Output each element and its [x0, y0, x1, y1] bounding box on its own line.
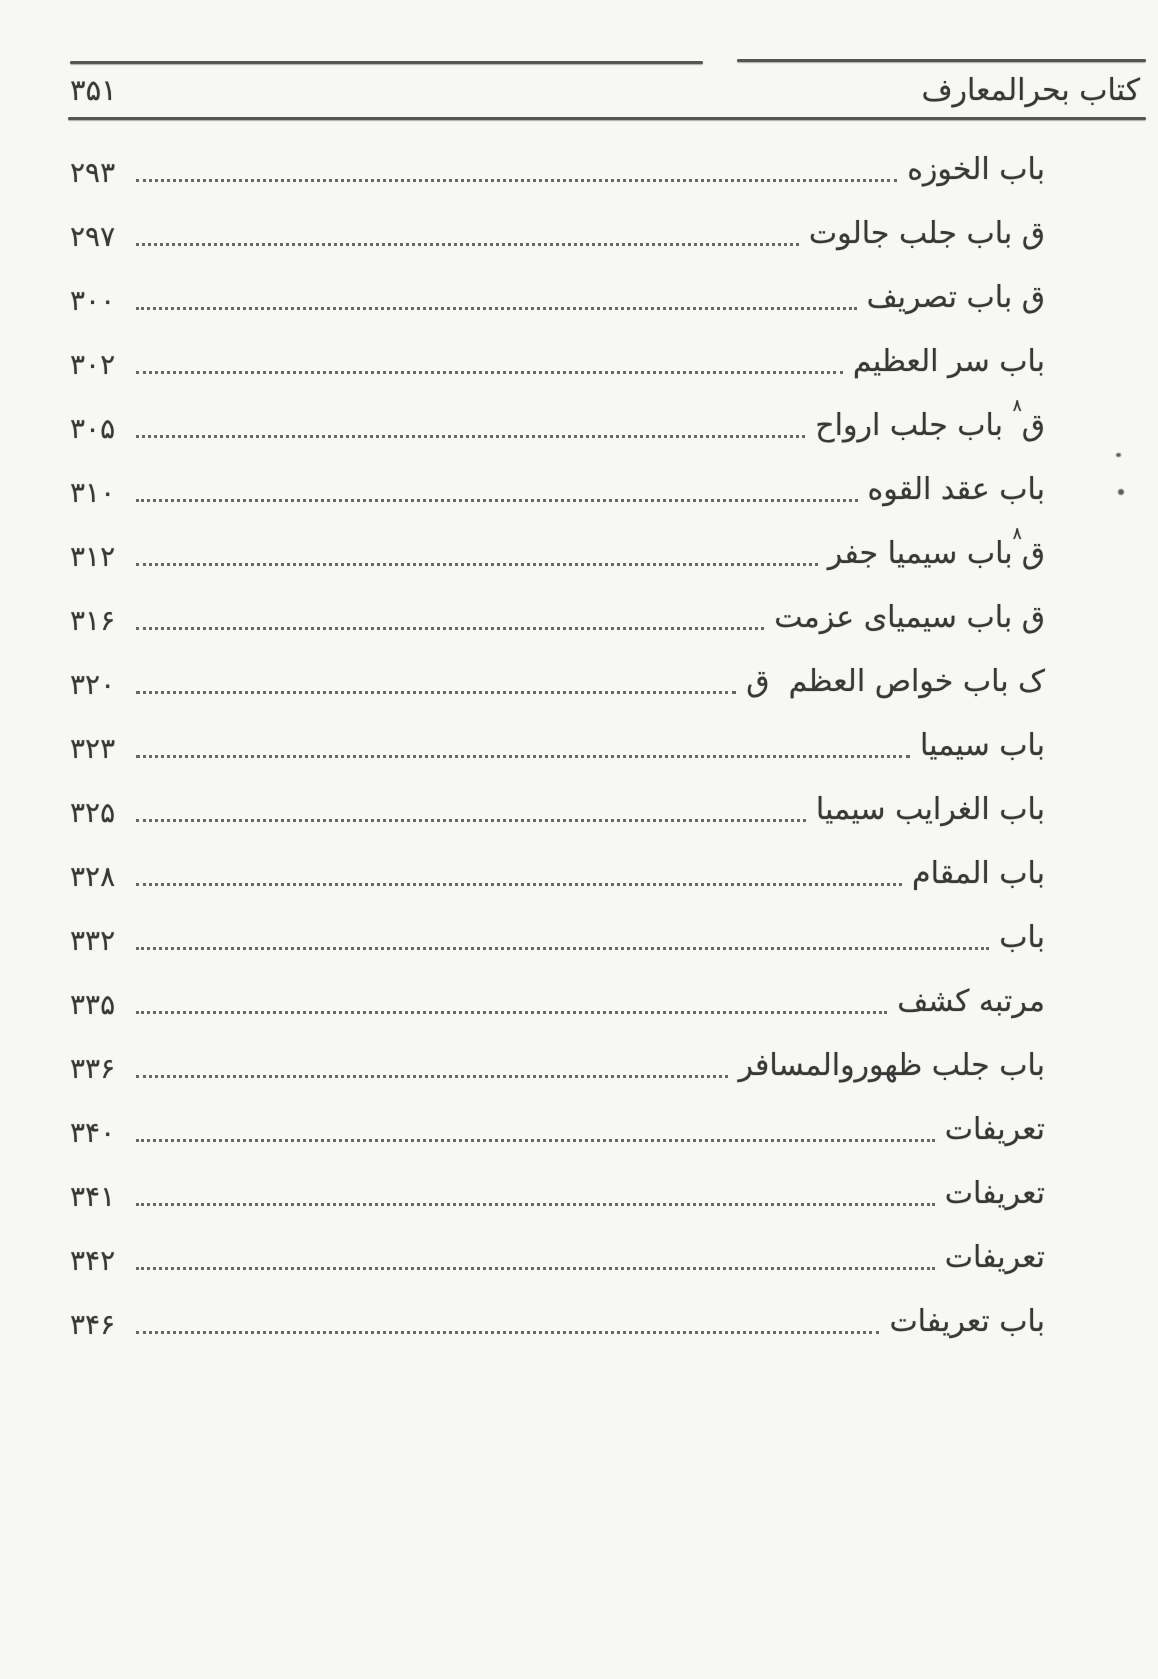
header-page-number: ۳۵۱ [70, 73, 117, 107]
toc-entry-title: باب الغرایب سیمیا [815, 792, 1045, 827]
toc-entry-title: باب [999, 920, 1045, 955]
toc-entry-title: تعریفات [944, 1240, 1045, 1275]
toc-row [70, 970, 1045, 1034]
dotted-leader [136, 1267, 935, 1270]
dotted-leader [136, 563, 818, 566]
toc-row [70, 842, 1045, 906]
toc-page-number: ۳۴۶ [70, 1307, 116, 1341]
dotted-leader [136, 883, 902, 886]
toc-row [70, 1162, 1045, 1226]
dotted-leader [136, 1331, 879, 1334]
toc-list [70, 138, 1045, 1354]
toc-page-number: ۳۴۰ [70, 1115, 116, 1149]
dotted-leader [136, 499, 858, 502]
toc-entry-title: باب تعریفات [889, 1304, 1045, 1339]
dotted-leader [136, 627, 764, 630]
toc-row [70, 138, 1045, 202]
toc-row [70, 714, 1045, 778]
toc-entry-title: باب عقد القوه [867, 472, 1045, 507]
toc-entry-title: باب جلب ظهوروالمسافر [738, 1048, 1045, 1083]
header-top-rule-left [70, 61, 703, 64]
toc-entry-title: تعریفات [944, 1112, 1045, 1147]
toc-page-number: ۳۳۵ [70, 987, 116, 1021]
toc-page-number: ۳۲۸ [70, 859, 116, 893]
dotted-leader [136, 1203, 935, 1206]
toc-page-number: ۳۳۲ [70, 923, 116, 957]
toc-entry-title: باب سر العظیم [852, 344, 1045, 379]
toc-entry-title: ق باب سیمیای عزمت [774, 600, 1045, 635]
header-book-title: کتاب بحرالمعارف [921, 72, 1140, 108]
toc-page-number: ۳۲۰ [70, 667, 116, 701]
dotted-leader [136, 179, 897, 182]
dotted-leader [136, 371, 843, 374]
toc-page-number: ۳۰۲ [70, 347, 116, 381]
toc-row [70, 394, 1045, 458]
scan-speck [1116, 453, 1121, 457]
toc-entry-title: باب سیمیا [920, 728, 1045, 763]
toc-entry-title: تعریفات [944, 1176, 1045, 1211]
dotted-leader [136, 691, 736, 694]
toc-row [70, 1290, 1045, 1354]
toc-page-number: ۳۳۶ [70, 1051, 116, 1085]
toc-page-number: ۳۰۵ [70, 411, 116, 445]
toc-row [70, 778, 1045, 842]
header-top-rule-right [737, 59, 1146, 62]
toc-row [70, 1226, 1045, 1290]
toc-page-number: ۳۴۲ [70, 1243, 116, 1277]
toc-page-number: ۳۱۲ [70, 539, 116, 573]
toc-page-number: ۳۲۵ [70, 795, 116, 829]
page-header [70, 66, 1140, 114]
toc-entry-title: باب المقام [912, 856, 1045, 891]
toc-page-number: ۲۹۷ [70, 219, 116, 253]
toc-row [70, 1034, 1045, 1098]
toc-entry-title: ق$^٨$باب سیمیا جفر [827, 524, 1045, 571]
dotted-leader [136, 243, 799, 246]
header-bottom-rule [68, 117, 1146, 120]
toc-row [70, 586, 1045, 650]
toc-page-number: ۳۱۶ [70, 603, 116, 637]
toc-page-number: ۲۹۳ [70, 155, 116, 189]
toc-page-number: ۳۱۰ [70, 475, 116, 509]
dotted-leader [136, 947, 989, 950]
dotted-leader [136, 755, 910, 758]
toc-entry-title: ق$^٨$ باب جلب ارواح [815, 396, 1045, 443]
toc-page-number: ۳۲۳ [70, 731, 116, 765]
scan-speck [1118, 489, 1124, 495]
toc-entry-title: مرتبه کشف [897, 984, 1045, 1019]
dotted-leader [136, 435, 805, 438]
toc-entry-title: ک باب خواص العظم ق [746, 664, 1045, 699]
toc-row [70, 522, 1045, 586]
toc-row [70, 906, 1045, 970]
toc-row [70, 266, 1045, 330]
dotted-leader [136, 1075, 728, 1078]
toc-row [70, 330, 1045, 394]
dotted-leader [136, 307, 857, 310]
toc-row [70, 458, 1045, 522]
dotted-leader [136, 1139, 935, 1142]
toc-page-number: ۳۰۰ [70, 283, 116, 317]
toc-entry-title: ق باب جلب جالوت [808, 216, 1045, 251]
toc-entry-title: باب الخوزه [907, 152, 1045, 187]
toc-row [70, 1098, 1045, 1162]
dotted-leader [136, 819, 806, 822]
toc-entry-title: ق باب تصریف [866, 280, 1045, 315]
toc-row [70, 650, 1045, 714]
toc-page-number: ۳۴۱ [70, 1179, 116, 1213]
toc-row [70, 202, 1045, 266]
dotted-leader [136, 1011, 887, 1014]
